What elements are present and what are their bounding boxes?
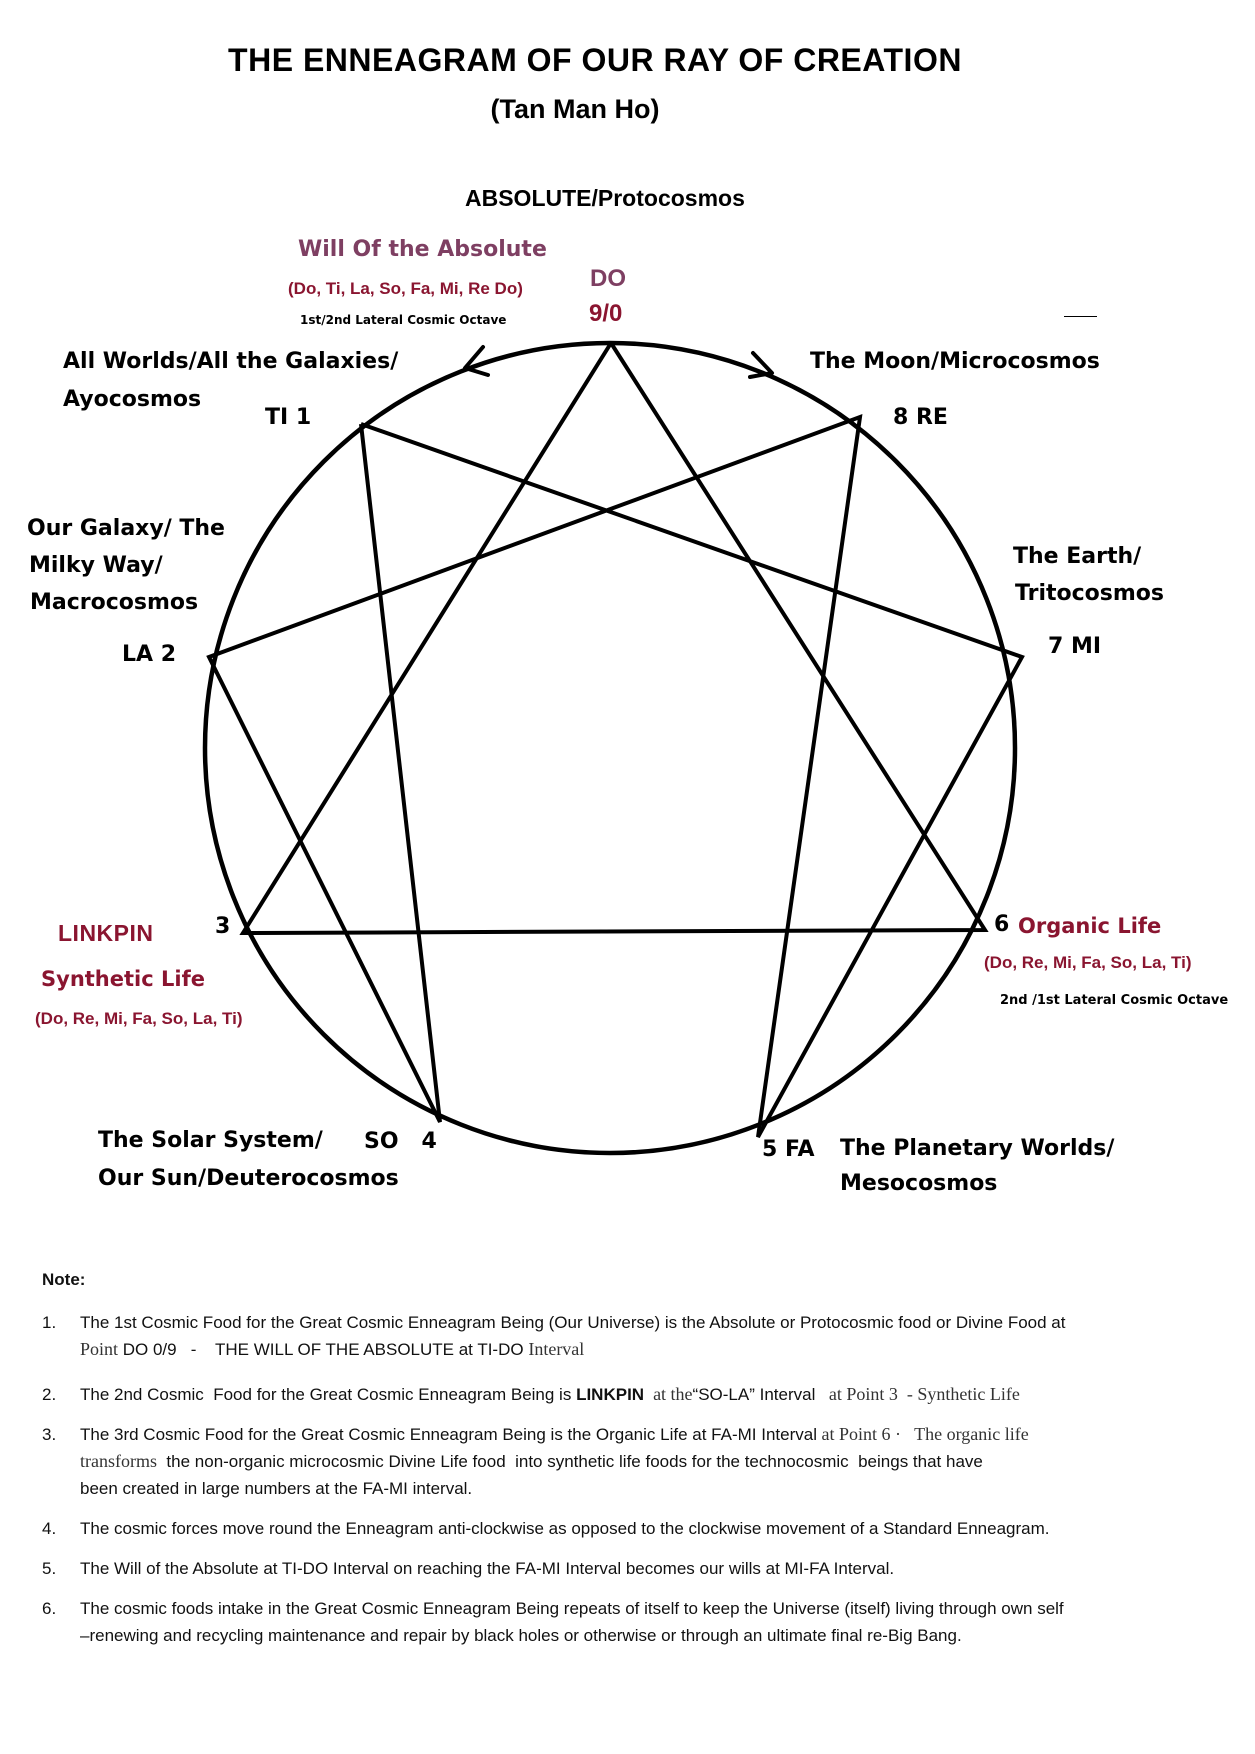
note-number: 1. [42,1313,57,1332]
notes-heading: Note: [42,1270,86,1289]
note-item-5 [42,1555,1242,1582]
note-text: Point [80,1339,119,1359]
absolute-label: ABSOLUTE/Protocosmos [465,185,745,211]
synthetic-life-label: Synthetic Life [41,967,205,991]
point-1-label: TI 1 [265,405,312,430]
world-label-2-line1: Our Galaxy/ The [27,516,225,541]
point-8-label: 8 RE [893,405,948,430]
world-label-5-line2: Mesocosmos [840,1171,998,1196]
note-text: Interval [528,1339,585,1359]
note-text: The Will of the Absolute at TI-DO Interval on reaching the FA-MI Interval becomes our wills at MI-FA Interval. [80,1559,895,1578]
note-number: 3. [42,1425,57,1444]
note-text: transforms [80,1451,157,1471]
note-text: –renewing and recycling maintenance and repair by black holes or otherwise or through an ultimate final re-Big Bang. [80,1626,962,1645]
world-label-2-line2: Milky Way/ [29,553,163,578]
will-of-absolute-label: Will Of the Absolute [298,237,547,262]
note-item-3 [42,1421,1242,1502]
world-label-7-line1: The Earth/ [1013,544,1142,569]
note-text: The 3rd Cosmic Food for the Great Cosmic Enneagram Being is the Organic Life at FA-MI Interval [80,1425,817,1444]
point-0-number: 9/0 [589,300,623,327]
world-label-1-line2: Ayocosmos [63,387,202,412]
note-linkpin: LINKPIN [576,1385,645,1404]
world-label-5-line1: The Planetary Worlds/ [840,1136,1115,1161]
note-text: the non-organic microcosmic Divine Life food into synthetic life foods for the technocosmic beings that have [156,1452,983,1471]
point-3-label: 3 [215,914,231,939]
note-item-1 [42,1309,1242,1363]
point-2-label: LA 2 [122,642,177,667]
world-label-7-line2: Tritocosmos [1015,581,1164,606]
note-item-2 [42,1381,1242,1408]
note-item-4 [42,1515,1242,1542]
lateral-octave-label: 1st/2nd Lateral Cosmic Octave [300,313,507,327]
note-number: 4. [42,1519,57,1538]
point-5-label: 5 FA [762,1137,815,1162]
synthetic-life-notes: (Do, Re, Mi, Fa, So, La, Ti) [35,1009,243,1028]
note-text: The 1st Cosmic Food for the Great Cosmic Enneagram Being (Our Universe) is the Absolute or Protocosmic food or Divine Food at [80,1313,1066,1332]
note-text: The cosmic forces move round the Enneagram anti-clockwise as opposed to the clockwise movement of a Standard Enneagram. [80,1519,1050,1538]
point-0-do-label: DO [590,265,626,292]
page-subtitle: (Tan Man Ho) [490,94,660,124]
note-text: at Point 6 · The organic life [816,1424,1029,1444]
page-title: THE ENNEAGRAM OF OUR RAY OF CREATION [228,42,962,78]
note-text: DO 0/9 - THE WILL OF THE ABSOLUTE at TI-DO [118,1340,529,1359]
note-text: The 2nd Cosmic Food for the Great Cosmic Enneagram Being is [80,1385,577,1404]
note-number: 6. [42,1599,57,1618]
world-label-4-line2: Our Sun/Deuterocosmos [98,1166,399,1191]
enneagram-circle [205,343,1015,1153]
note-number: 5. [42,1559,57,1578]
world-label-2-line3: Macrocosmos [30,590,199,615]
organic-life-label: Organic Life [1018,914,1162,938]
note-text: been created in large numbers at the FA-MI interval. [80,1479,473,1498]
lateral-octave-label-2: 2nd /1st Lateral Cosmic Octave [1000,993,1229,1008]
will-notes: (Do, Ti, La, So, Fa, Mi, Re Do) [288,279,523,298]
note-text: at the [644,1384,693,1404]
point-7-label: 7 MI [1048,634,1102,659]
linkpin-label: LINKPIN [58,920,154,946]
world-label-4-line1: The Solar System/ [98,1128,323,1153]
point-4-label: SO 4 [364,1129,437,1154]
note-text: The cosmic foods intake in the Great Cosmic Enneagram Being repeats of itself to keep the Universe (itself) living through own self [80,1599,1064,1618]
organic-life-notes: (Do, Re, Mi, Fa, So, La, Ti) [984,953,1192,972]
note-text: “SO-LA” Interval [692,1385,816,1404]
point-6-label: 6 [994,912,1010,937]
arrow-right-icon [750,353,772,377]
notes-section [42,1270,1242,1662]
world-label-1-line1: All Worlds/All the Galaxies/ [63,349,399,374]
note-number: 2. [42,1385,57,1404]
world-label-8: The Moon/Microcosmos [810,349,1100,374]
note-item-6 [42,1595,1242,1649]
note-text: at Point 3 - Synthetic Life [815,1384,1020,1404]
